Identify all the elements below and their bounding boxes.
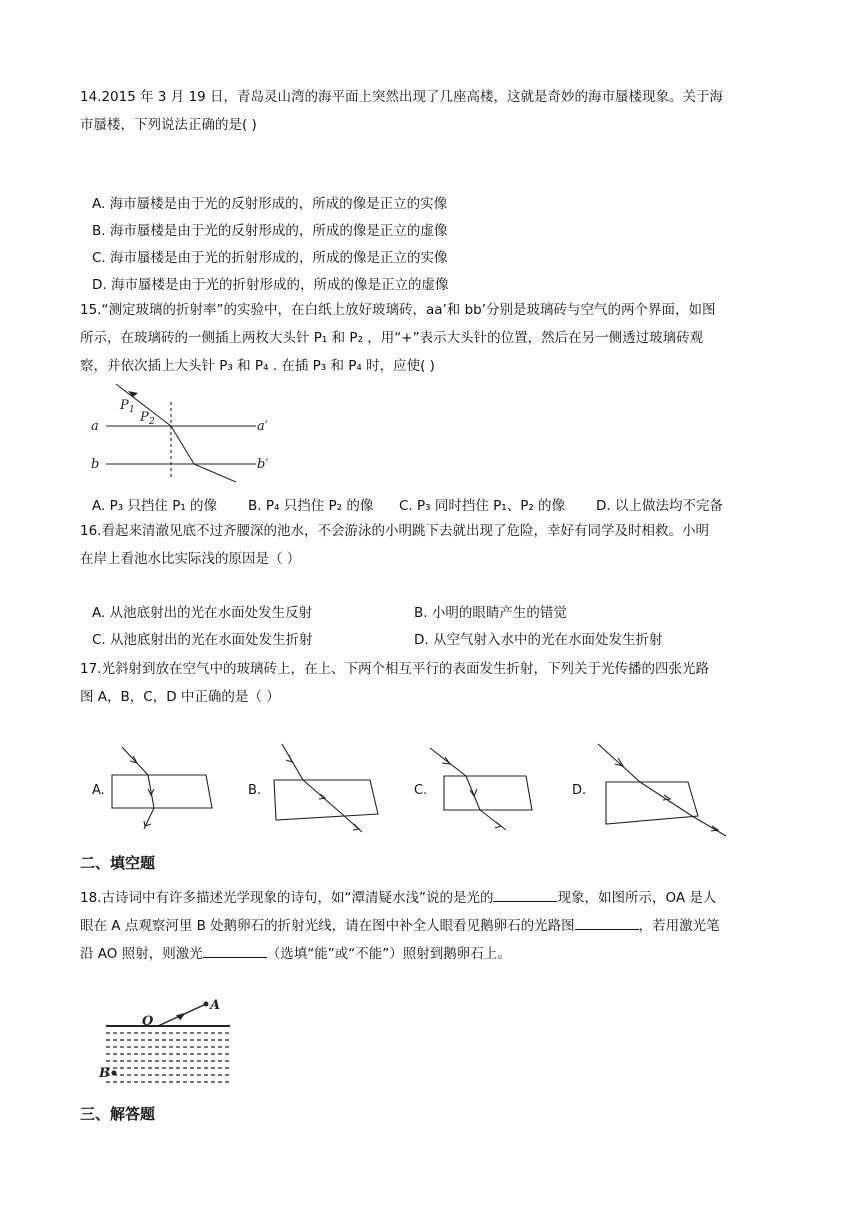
q16-option-d: D. 从空气射入水中的光在水面处发生折射 — [414, 632, 663, 648]
q17-d-incident-ray — [598, 744, 640, 782]
q17-line1: 17.光斜射到放在空气中的玻璃砖上，在上、下两个相互平行的表面发生折射，下列关于光传播的四张光路 — [80, 661, 709, 677]
q18-ray-arrow — [176, 1013, 186, 1021]
q15-option-a: A. P₃ 只挡住 P₁ 的像 — [92, 498, 218, 514]
q14-option-d: D. 海市蜃楼是由于光的折射形成的，所成的像是正立的虚像 — [92, 277, 449, 293]
q18-line3-b: （选填“能”或“不能”）照射到鹅卵石上。 — [266, 946, 511, 962]
q15-label-a-prime: a′ — [257, 419, 268, 434]
q15-label-b: b — [91, 457, 100, 472]
q16-line2: 在岸上看池水比实际浅的原因是（ ） — [80, 551, 301, 567]
q17-d-arrow-1 — [615, 758, 623, 766]
q18-line1-a: 18.古诗词中有许多描述光学现象的诗句，如“潭清疑水浅”说的是光的 — [80, 890, 494, 906]
q15-label-p1: P — [120, 398, 129, 413]
q17-c-exit-ray — [480, 810, 506, 830]
q18-line1-b: 现象，如图所示，OA 是人 — [557, 890, 717, 906]
q18-label-b: B — [99, 1066, 110, 1081]
q15-label-p2-sub: 2 — [149, 417, 155, 427]
q18-point-a — [204, 1002, 209, 1007]
q14-line1: 14.2015 年 3 月 19 日，青岛灵山湾的海平面上突然出现了几座高楼，这就是奇妙的海市蜃楼现象。关于海 — [80, 89, 724, 105]
q16-option-b: B. 小明的眼睛产生的错觉 — [414, 605, 567, 621]
q18-label-a: A — [210, 998, 221, 1013]
q17-b-inner-ray — [303, 780, 342, 814]
q17-diagram-a — [108, 745, 218, 835]
q18-blank-1[interactable] — [493, 887, 557, 902]
q18-blank-2[interactable] — [575, 915, 639, 930]
q14-line2: 市蜃楼，下列说法正确的是( ) — [80, 117, 257, 133]
q15-label-p1-sub: 1 — [129, 405, 135, 415]
q15-line1: 15.“测定玻璃的折射率”的实验中，在白纸上放好玻璃砖，aa’和 bb’分别是玻璃砖与空气的两个界面，如图 — [80, 302, 716, 318]
q15-line3: 察，并依次插上大头针 P₃ 和 P₄ . 在插 P₃ 和 P₄ 时，应使( ) — [80, 358, 435, 374]
q15-figure — [88, 378, 288, 493]
section-answer-heading: 三、解答题 — [80, 1105, 156, 1123]
q17-d-glass-block — [606, 782, 698, 824]
q17-label-c: C. — [414, 783, 428, 798]
q15-stem — [80, 296, 780, 380]
q16-stem — [80, 517, 780, 573]
section-fill-in-heading: 二、填空题 — [80, 854, 156, 872]
q17-label-b: B. — [248, 783, 262, 798]
q15-option-c: C. P₃ 同时挡住 P₁、P₂ 的像 — [399, 498, 566, 514]
q15-label-p2: P — [140, 410, 149, 425]
q16-option-c: C. 从池底射出的光在水面处发生折射 — [92, 632, 313, 648]
q14-option-c: C. 海市蜃楼是由于光的折射形成的，所成的像是正立的实像 — [92, 250, 448, 266]
q18-line3-a: 沿 AO 照射，则激光 — [80, 946, 203, 962]
q14-stem — [80, 83, 780, 139]
q17-diagram-c — [428, 744, 538, 834]
q17-a-glass-block — [112, 775, 212, 808]
q18-label-o: O — [142, 1014, 154, 1029]
q17-d-inner-ray — [640, 782, 692, 816]
q18-blank-3[interactable] — [203, 943, 267, 958]
q17-c-glass-block — [444, 776, 532, 810]
q17-a-incident-ray — [122, 747, 148, 775]
q15-option-b: B. P₄ 只挡住 P₂ 的像 — [248, 498, 374, 514]
q17-c-inner-ray — [466, 776, 480, 810]
q15-label-b-prime: b′ — [257, 457, 269, 472]
q17-diagram-b — [268, 742, 383, 837]
q18-point-b — [112, 1071, 117, 1076]
q17-label-d: D. — [572, 783, 587, 798]
q17-d-exit-ray — [692, 816, 726, 836]
q16-option-a: A. 从池底射出的光在水面处发生反射 — [92, 605, 313, 621]
q17-d-arrow-3 — [711, 826, 718, 831]
q17-stem — [80, 655, 780, 711]
q15-label-a: a — [91, 419, 99, 434]
q14-option-b: B. 海市蜃楼是由于光的反射形成的，所成的像是正立的虚像 — [92, 223, 448, 239]
q15-refracted-ray — [171, 426, 194, 464]
q17-label-a: A. — [92, 783, 105, 798]
q15-line2: 所示，在玻璃砖的一侧插上两枚大头针 P₁ 和 P₂ ，用“+”表示大头针的位置，然后在另一侧透过玻璃砖观 — [80, 330, 704, 346]
q17-b-arrow-1 — [286, 755, 292, 762]
q17-diagram-d — [596, 742, 731, 840]
q18-figure — [96, 995, 246, 1095]
q15-emergent-ray — [194, 464, 236, 482]
q18-line2-b: ，若用激光笔 — [638, 918, 720, 934]
q14-option-a: A. 海市蜃楼是由于光的反射形成的，所成的像是正立的实像 — [92, 196, 448, 212]
q17-line2: 图 A，B，C，D 中正确的是（ ） — [80, 689, 280, 705]
q16-line1: 16.看起来清澈见底不过齐腰深的池水，不会游泳的小明跳下去就出现了危险，幸好有同学及时相救。小明 — [80, 523, 709, 539]
q17-c-arrow-2 — [470, 789, 477, 796]
q18-line2-a: 眼在 A 点观察河里 B 处鹅卵石的折射光线，请在图中补全人眼看见鹅卵石的光路图 — [80, 918, 575, 934]
q18-stem — [80, 884, 780, 968]
q15-option-d: D. 以上做法均不完备 — [596, 498, 723, 514]
